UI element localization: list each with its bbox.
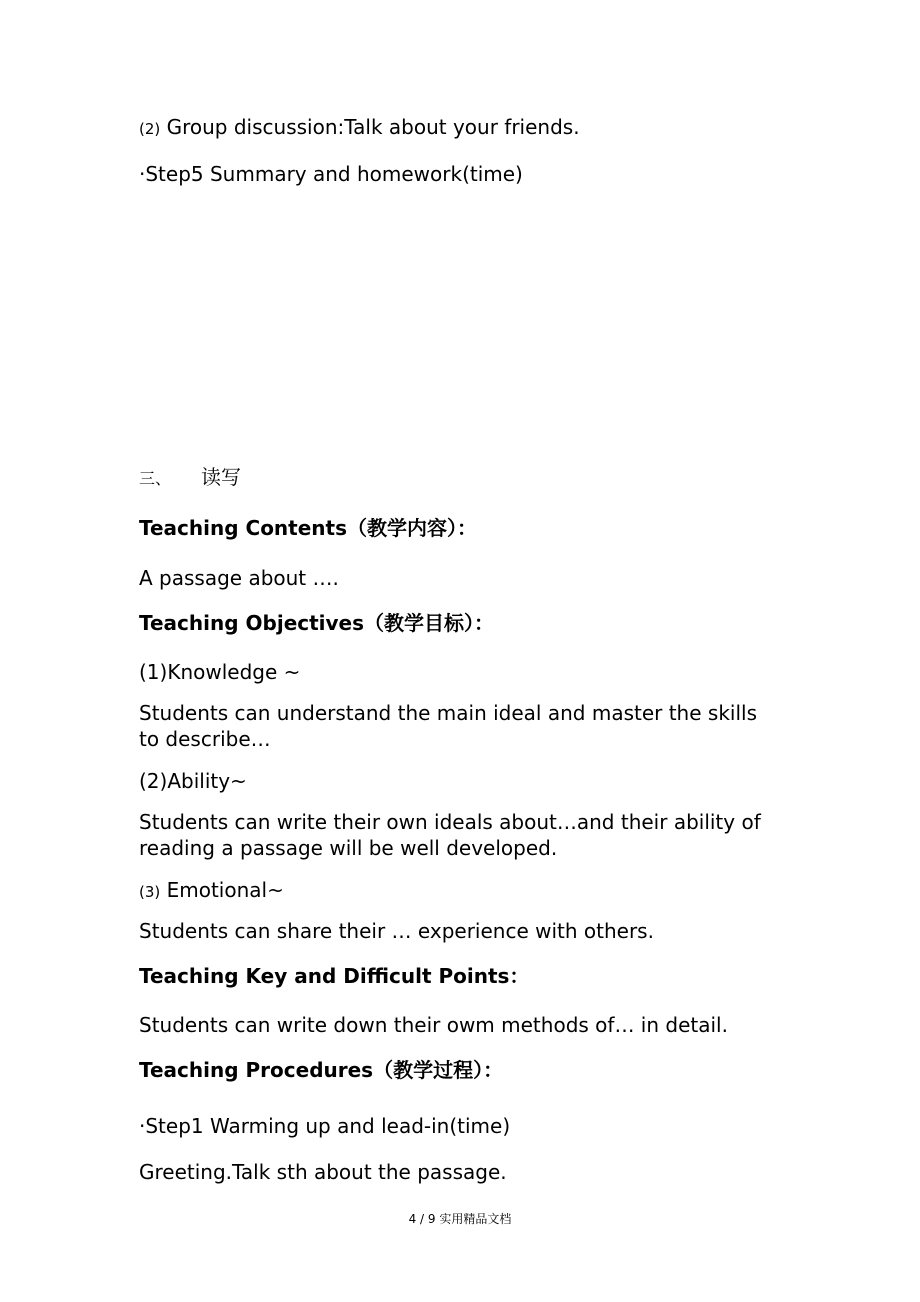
emotional-line — [139, 877, 284, 905]
emotional-text: Emotional~ — [166, 878, 284, 902]
ability-line: (2)Ability~ — [139, 769, 247, 793]
greeting-line: Greeting.Talk sth about the passage. — [139, 1160, 507, 1184]
step1-line: ·Step1 Warming up and lead-in(time) — [139, 1114, 511, 1138]
section-number: 三、 — [139, 469, 172, 488]
procedures-heading: Teaching Procedures（教学过程）： — [139, 1058, 504, 1082]
list-number: (3) — [139, 883, 161, 901]
page-footer: 4 / 9 实用精品文档 — [408, 1212, 512, 1226]
section-title: 读写 — [201, 465, 242, 489]
contents-heading: Teaching Contents（教学内容）： — [139, 516, 477, 540]
key-points-description: Students can write down their owm methods of… in detail. — [139, 1013, 728, 1037]
knowledge-line: (1)Knowledge ~ — [139, 660, 301, 684]
knowledge-description: Students can understand the main ideal and master the skills to describe… — [139, 701, 757, 751]
ability-description: Students can write their own ideals about…and their ability of reading a passage will be well developed. — [139, 810, 761, 860]
objectives-heading: Teaching Objectives（教学目标）： — [139, 611, 495, 635]
key-points-heading: Teaching Key and Difficult Points： — [139, 964, 530, 988]
passage-line: A passage about …. — [139, 566, 339, 590]
emotional-description: Students can share their … experience with others. — [139, 919, 654, 943]
group-discussion-line — [139, 114, 580, 142]
step5-line: ·Step5 Summary and homework(time) — [139, 162, 523, 186]
list-number: (2) — [139, 120, 161, 138]
group-discussion-text: Group discussion:Talk about your friends. — [166, 115, 580, 139]
section-heading — [139, 464, 241, 492]
